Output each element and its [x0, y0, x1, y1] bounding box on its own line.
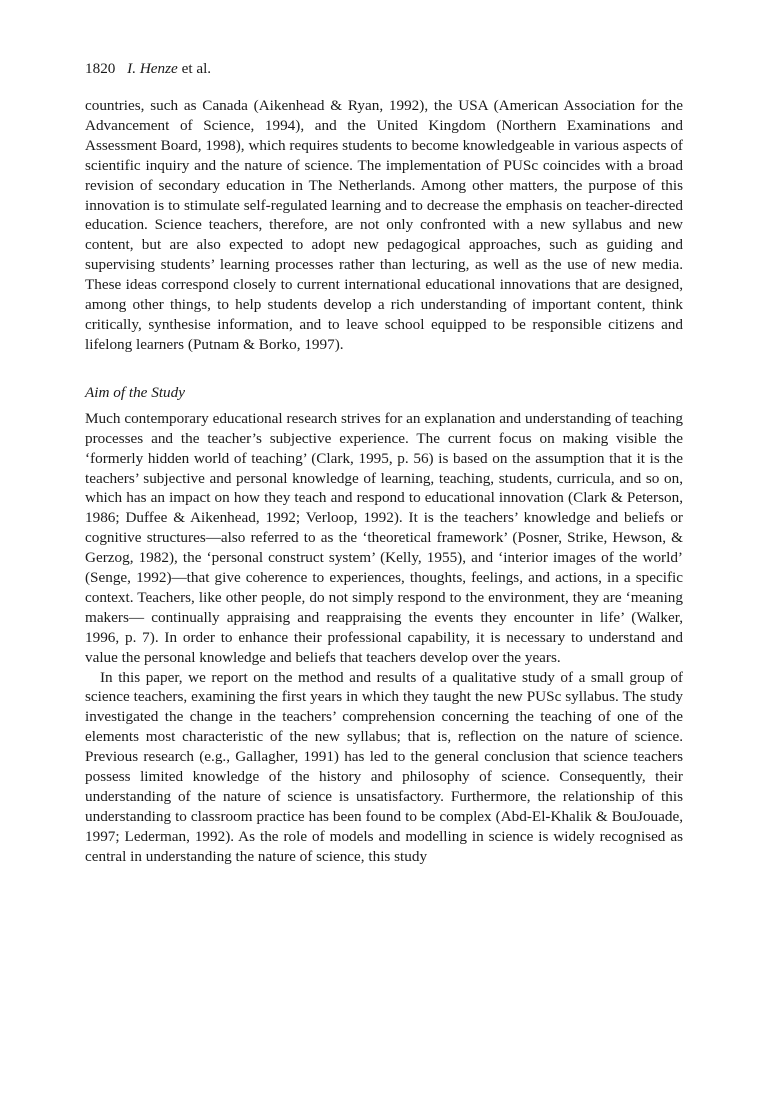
page-number: 1820 [85, 60, 116, 77]
paper-page [85, 58, 683, 867]
running-head [85, 58, 683, 80]
paragraph-aim-2: In this paper, we report on the method and results of a qualitative study of a small group of science teachers, examining the first years in which they taught the new PUSc syllabus. The study investigated the change in the teachers’ comprehension concerning the teaching of one of the elements most characteristic of the new syllabus; that is, reflection on the nature of science. Previous research (e.g., Gallagher, 1991) has led to the general conclusion that science teachers possess limited knowledge of the history and philosophy of science. Consequently, their understanding of the nature of science is unsatisfactory. Furthermore, the relationship of this understanding to classroom practice has been found to be complex (Abd-El-Khalik & BouJouade, 1997; Lederman, 1992). As the role of models and modelling in science is widely recognised as central in understanding the nature of science, this study [85, 668, 683, 865]
paragraph-intro-continued: countries, such as Canada (Aikenhead & Ryan, 1992), the USA (American Association for the Advancement of Science, 1994), and the United Kingdom (Northern Examinations and Assessment Board, 1998), which requires students to become knowledgeable in various aspects of scientific inquiry and the nature of science. The implementation of PUSc coincides with a broad revision of secondary education in The Netherlands. Among other matters, the purpose of this innovation is to stimulate self-regulated learning and to decrease the emphasis on teacher-directed education. Science teachers, therefore, are not only confronted with a new syllabus and new content, but are also expected to adopt new pedagogical approaches, such as guiding and supervising students’ learning processes rather than lecturing, as well as the use of new media. These ideas correspond closely to current international educational innovations that are designed, among other things, to help students develop a rich understanding of important content, think critically, synthesise information, and to leave school equipped to be responsible citizens and lifelong learners (Putnam & Borko, 1997). [85, 97, 683, 353]
running-head-author: I. Henze [127, 60, 178, 77]
running-head-et-al: et al. [181, 60, 212, 77]
section-heading-aim: Aim of the Study [85, 383, 185, 401]
paragraph-aim-1: Much contemporary educational research strives for an explanation and understanding of teaching processes and the teacher’s subjective experience. The current focus on making visible the ‘formerly hidden world of teaching’ (Clark, 1995, p. 56) is based on the assumption that it is the teachers’ subjective and personal knowledge of learning, teaching, students, curricula, and so on, which has an impact on how they teach and respond to educational innovation (Clark & Peterson, 1986; Duffee & Aikenhead, 1992; Verloop, 1992). It is the teachers’ knowledge and beliefs or cognitive structures—also referred to as the ‘theoretical framework’ (Posner, Strike, Hewson, & Gerzog, 1982), the ‘personal construct system’ (Kelly, 1955), and ‘interior images of the world’ (Senge, 1992)—that give coherence to experiences, thoughts, feelings, and actions, in a specific context. Teachers, like other people, do not simply respond to the environment, they are ‘meaning makers— continually appraising and reappraising the events they encounter in life’ (Walker, 1996, p. 7). In order to enhance their professional capability, it is necessary to understand and value the personal knowledge and beliefs that teachers develop over the years. [85, 409, 683, 666]
